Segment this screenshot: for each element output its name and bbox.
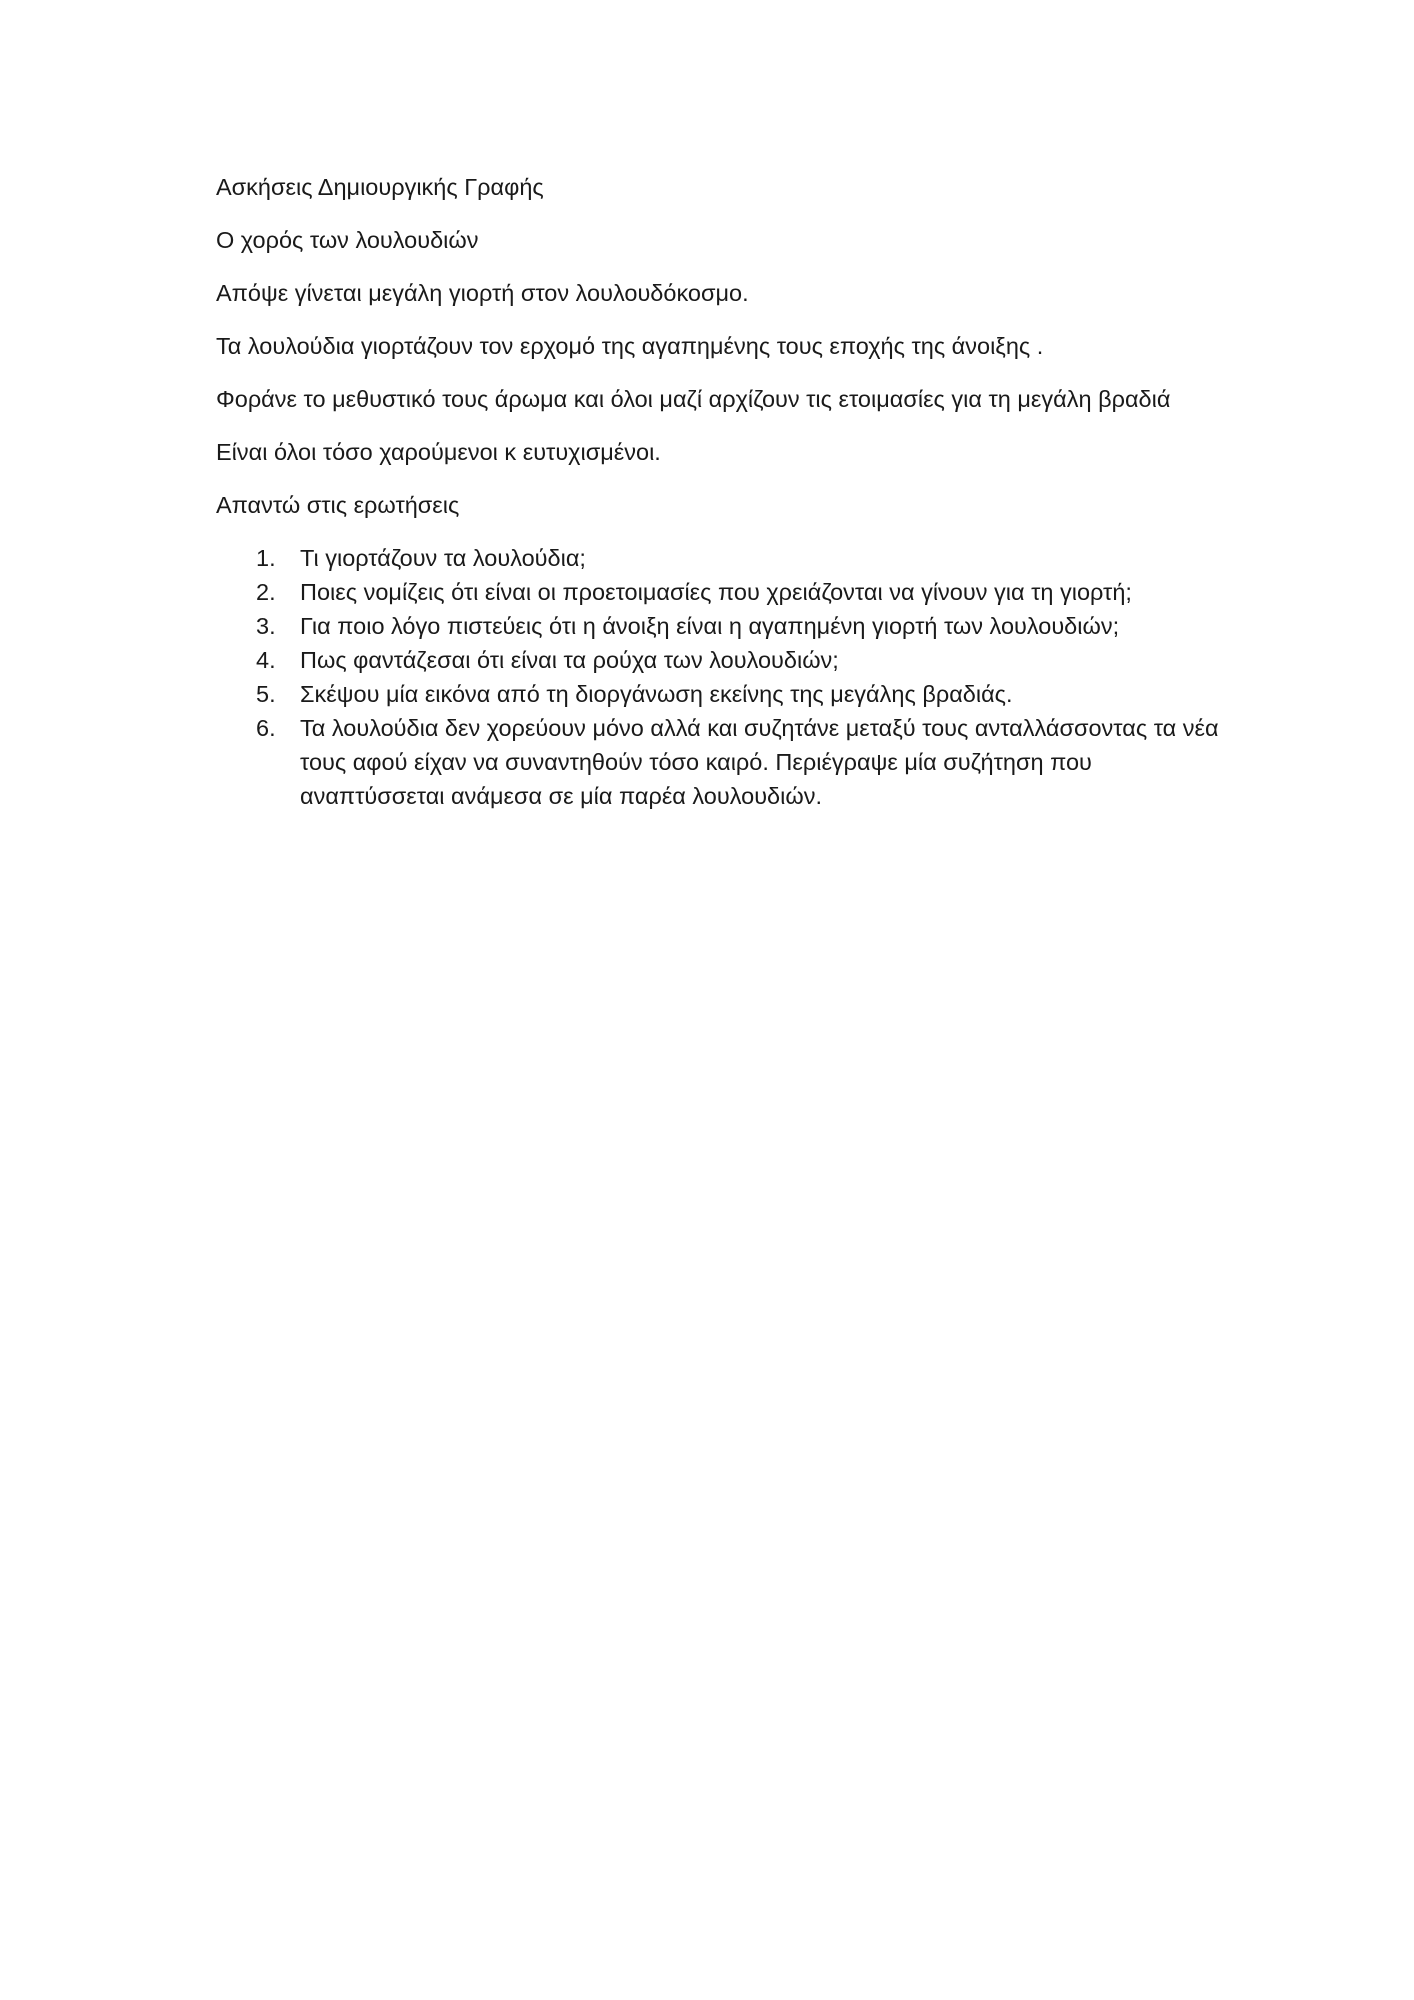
question-item-5 [216,677,1220,711]
question-number: 4. [256,647,276,673]
question-number: 1. [256,545,276,571]
story-paragraph-2: Τα λουλούδια γιορτάζουν τον ερχομό της αγαπημένης τους εποχής της άνοιξης . [216,333,1044,359]
story-paragraph-4: Είναι όλοι τόσο χαρούμενοι κ ευτυχισμένοι. [216,439,661,465]
story-paragraph-1: Απόψε γίνεται μεγάλη γιορτή στον λουλουδόκοσμο. [216,280,749,306]
question-number: 5. [256,681,276,707]
question-number: 2. [256,579,276,605]
document-body [216,170,1219,813]
story-title: Ο χορός των λουλουδιών [216,227,479,253]
question-item-3 [216,609,1220,643]
question-text: Τα λουλούδια δεν χορεύουν μόνο αλλά και συζητάνε μεταξύ τους ανταλλάσσοντας τα νέα τους αφού είχαν να συναντηθούν τόσο καιρό. Περιέγραψε μία συζήτηση που αναπτύσσεται ανάμεσα σε μία παρέα λουλουδιών. [300,715,1219,809]
question-text: Ποιες νομίζεις ότι είναι οι προετοιμασίες που χρειάζονται να γίνουν για τη γιορτή; [300,579,1132,605]
question-number: 3. [256,613,276,639]
question-number: 6. [256,715,276,741]
story-paragraph-3: Φοράνε το μεθυστικό τους άρωμα και όλοι μαζί αρχίζουν τις ετοιμασίες για τη μεγάλη βραδιά [216,386,1171,412]
question-text: Πως φαντάζεσαι ότι είναι τα ρούχα των λουλουδιών; [300,647,839,673]
question-item-2 [216,575,1220,609]
question-item-6 [216,711,1220,813]
document-title: Ασκήσεις Δημιουργικής Γραφής [216,174,544,200]
question-item-4 [216,643,1220,677]
question-item-1 [216,541,1220,575]
question-text: Για ποιο λόγο πιστεύεις ότι η άνοιξη είναι η αγαπημένη γιορτή των λουλουδιών; [300,613,1120,639]
question-text: Σκέψου μία εικόνα από τη διοργάνωση εκείνης της μεγάλης βραδιάς. [300,681,1013,707]
questions-heading: Απαντώ στις ερωτήσεις [216,492,460,518]
question-text: Τι γιορτάζουν τα λουλούδια; [300,545,586,571]
questions-list [216,541,1219,813]
